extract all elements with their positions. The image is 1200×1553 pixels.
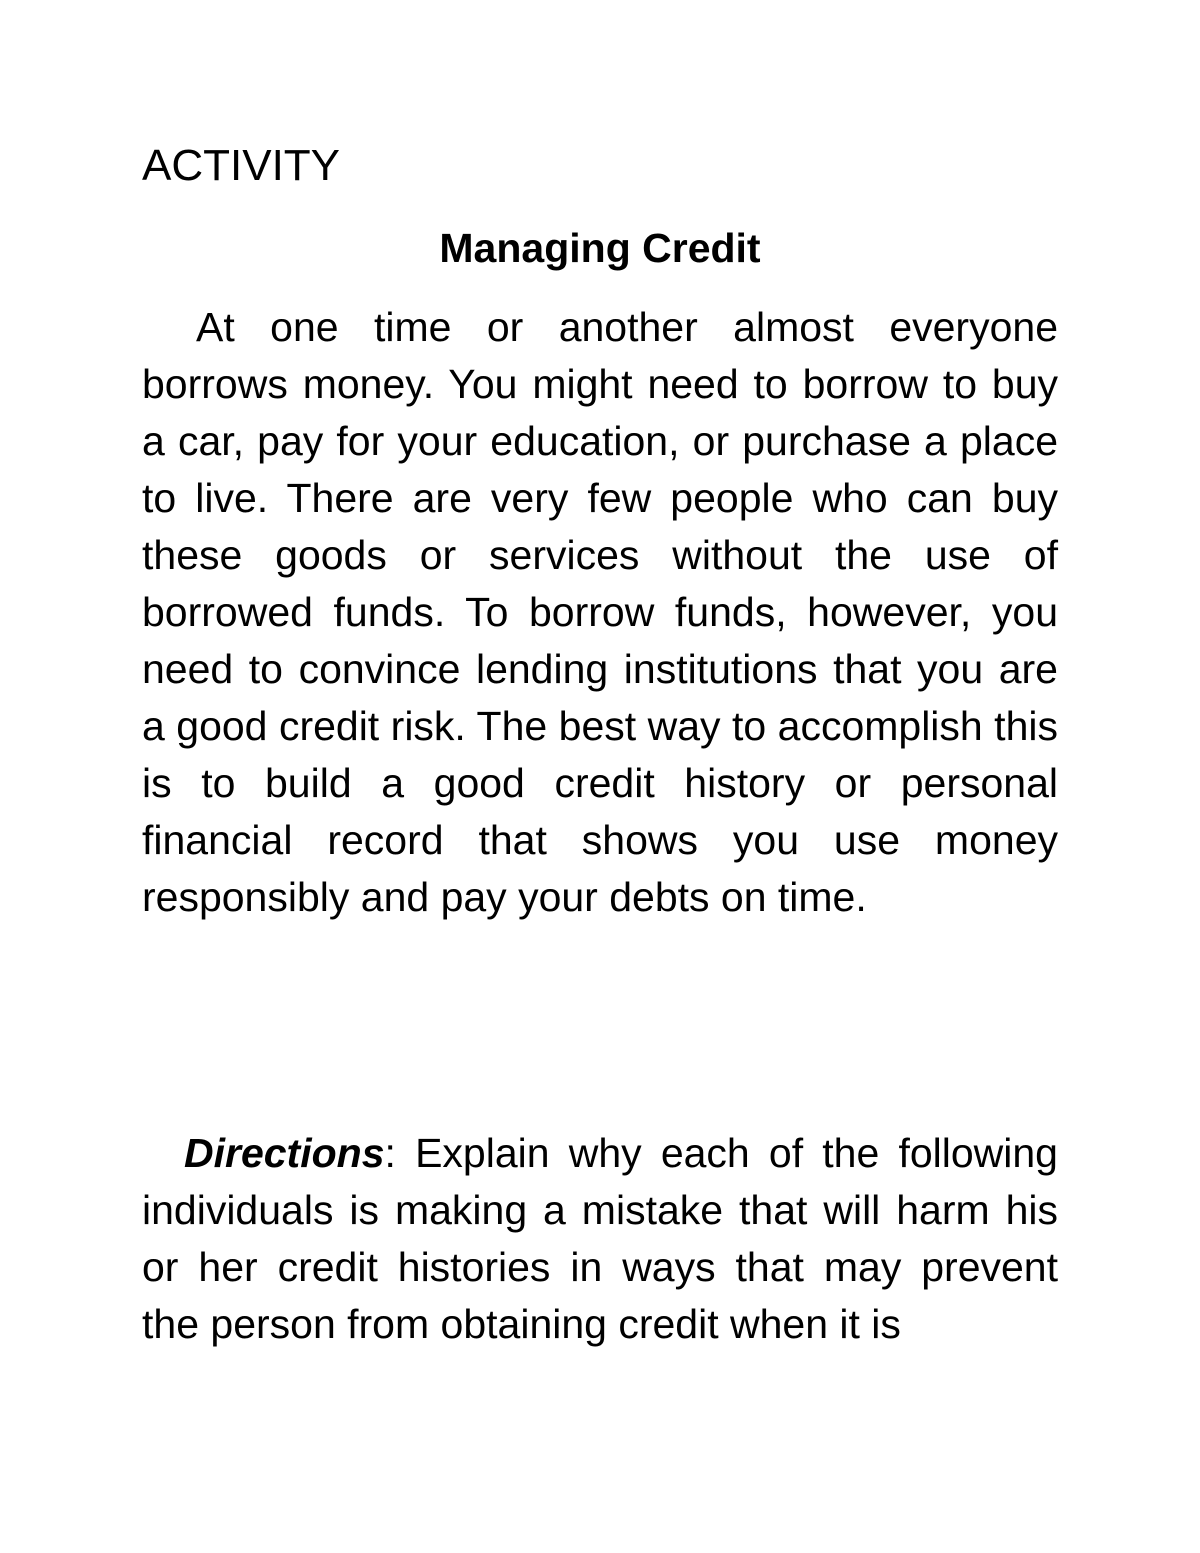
directions-text: Explain why each of the following individuals is making a mistake that will harm his or her credit histories in ways that may prevent the person from obtaining credit when it is xyxy=(142,1130,1058,1347)
activity-heading: ACTIVITY xyxy=(142,141,341,190)
intro-paragraph: At one time or another almost everyone borrows money. You might need to borrow to buy a car, pay for your education, or purchase a place to live. There are very few people who can buy these goods or services without the use of borrowed funds. To borrow funds, however, you need to convince lending institutions that you are a good credit risk. The best way to accomplish this is to build a good credit history or personal financial record that shows you use money responsibly and pay your debts on time. xyxy=(142,304,1058,920)
document-title: Managing Credit xyxy=(439,225,761,271)
directions-separator: : xyxy=(384,1130,396,1176)
directions-paragraph xyxy=(142,1125,1058,1353)
directions-label: Directions xyxy=(184,1130,385,1176)
